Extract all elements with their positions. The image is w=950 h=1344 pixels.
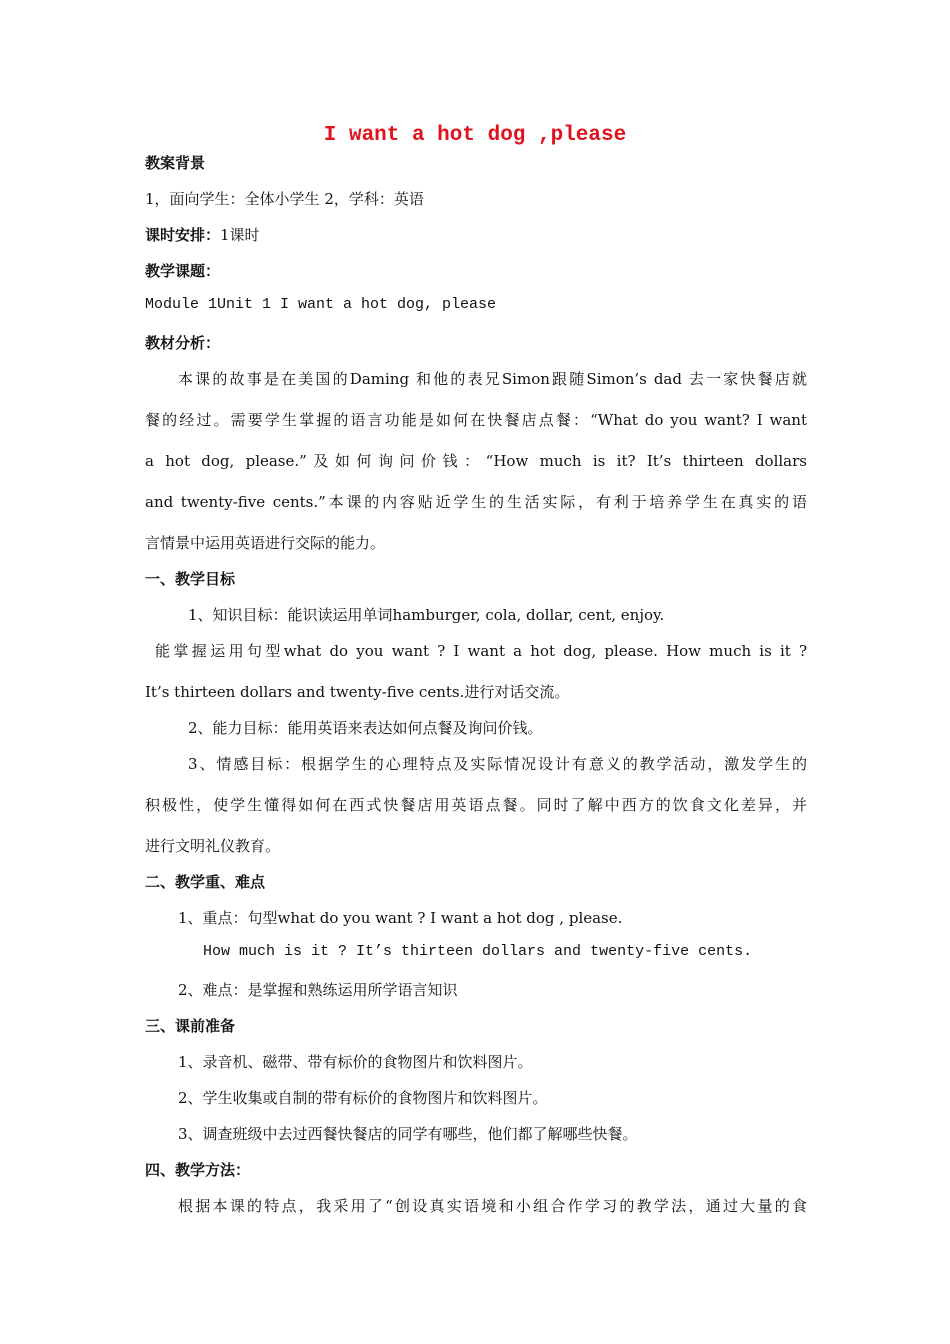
prep-line: 3、调查班级中去过西餐快餐店的同学有哪些，他们都了解哪些快餐。 (178, 1125, 638, 1143)
schedule-label: 课时安排： (145, 226, 221, 244)
heading-background: 教案背景 (145, 154, 206, 172)
audience-line: 1，面向学生：全体小学生 2，学科：英语 (145, 190, 424, 208)
analysis-line: and twenty-five cents.”本课的内容贴近学生的生活实际，有利于培养学生在真实的语 (145, 493, 807, 511)
prep-line: 1、录音机、磁带、带有标价的食物图片和饮料图片。 (178, 1053, 533, 1071)
topic-value: Module 1Unit 1 I want a hot dog, please (145, 296, 497, 313)
heading-key-points: 二、教学重、难点 (145, 873, 266, 891)
analysis-line: 本课的故事是在美国的Daming 和他的表兄Simon跟随Simon’s dad 去一家快餐店就 (178, 370, 807, 388)
analysis-line: a hot dog, please.”及如何询问价钱：“How much is it? It’s thirteen dollars (145, 452, 807, 470)
schedule-value: 1课时 (220, 226, 260, 244)
heading-method: 四、教学方法： (145, 1161, 251, 1179)
schedule-line (145, 224, 807, 245)
goal-line: 1、知识目标：能识读运用单词hamburger, cola, dollar, cent, enjoy. (188, 606, 665, 624)
goal-line: 进行文明礼仪教育。 (145, 837, 281, 855)
goal-line: It’s thirteen dollars and twenty-five cents.进行对话交流。 (145, 683, 570, 701)
heading-preparation: 三、课前准备 (145, 1017, 236, 1035)
method-line: 根据本课的特点，我采用了“创设真实语境和小组合作学习的教学法，通过大量的食 (178, 1197, 807, 1215)
heading-teaching-goals: 一、教学目标 (145, 570, 236, 588)
key-line: 2、难点：是掌握和熟练运用所学语言知识 (178, 981, 458, 999)
goal-line: 3、情感目标：根据学生的心理特点及实际情况设计有意义的教学活动，激发学生的 (188, 755, 807, 773)
document-title: I want a hot dog ,please (323, 124, 627, 147)
analysis-line: 言情景中运用英语进行交际的能力。 (145, 534, 386, 552)
prep-line: 2、学生收集或自制的带有标价的食物图片和饮料图片。 (178, 1089, 548, 1107)
goal-line: 能掌握运用句型what do you want ? I want a hot dog, please. How much is it ? (155, 642, 807, 660)
key-line: How much is it ? It’s thirteen dollars and twenty-five cents. (203, 943, 753, 960)
analysis-label: 教材分析： (145, 334, 221, 352)
key-line: 1、重点：句型what do you want ? I want a hot dog , please. (178, 909, 623, 927)
goal-line: 2、能力目标：能用英语来表达如何点餐及询问价钱。 (188, 719, 543, 737)
analysis-line: 餐的经过。需要学生掌握的语言功能是如何在快餐店点餐：“What do you want? I want (145, 411, 807, 429)
topic-label: 教学课题： (145, 262, 221, 280)
goal-line: 积极性，使学生懂得如何在西式快餐店用英语点餐。同时了解中西方的饮食文化差异，并 (145, 796, 807, 814)
